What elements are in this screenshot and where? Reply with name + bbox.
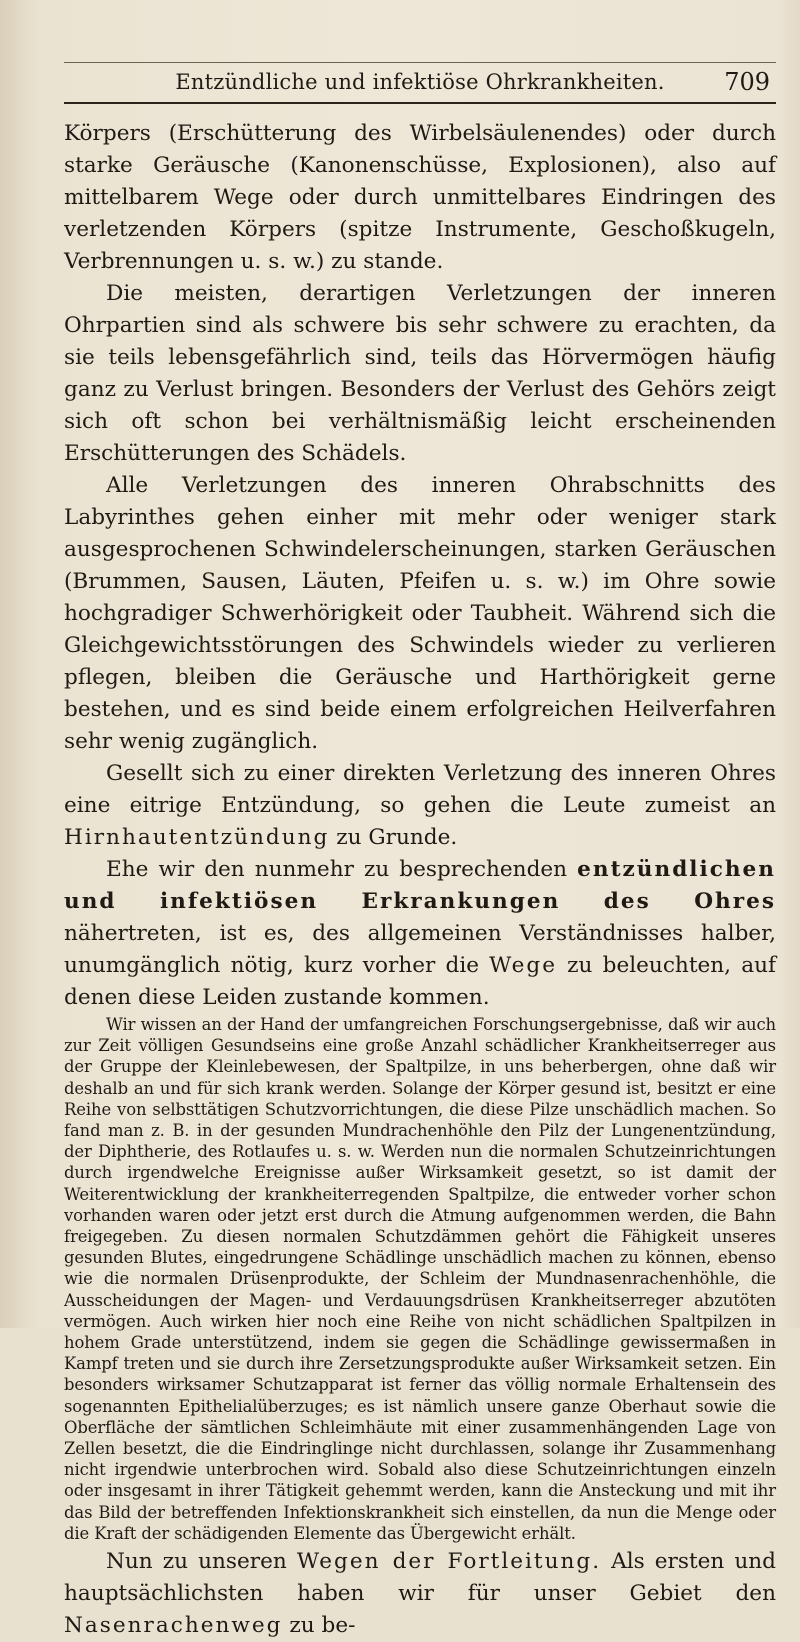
paragraph-5-text-a: Ehe wir den nunmehr zu besprechenden [106, 857, 568, 882]
paragraph-4 [64, 758, 776, 854]
paragraph-7-text-c: zu be- [289, 1613, 356, 1639]
page-header [64, 62, 776, 104]
paragraph-7-text-b: Als ersten und hauptsächlichsten haben wir für unser Gebiet den [64, 1549, 776, 1607]
page-number: 709 [724, 68, 770, 96]
paragraph-7-text-a: Nun zu unseren [106, 1549, 287, 1575]
running-head: Entzündliche und infektiöse Ohrkrankheiten. [175, 70, 665, 94]
paragraph-5-emphasis-wege: Wege [489, 953, 557, 978]
paragraph-5-heading-emphasis: entzündlichen und infektiösen Erkrankungen des Ohres [64, 857, 776, 914]
paragraph-7-emphasis-nasenrachenweg: Nasenrachenweg [64, 1613, 283, 1639]
paragraph-7 [64, 1546, 776, 1642]
paragraph-6-small-print: Wir wissen an der Hand der umfangreichen Forschungsergebnisse, daß wir auch zur Zeit völligen Gesundseins eine große Anzahl schädlicher Krankheitserreger aus der Gruppe der Kleinlebewesen, der Spaltpilze, in uns beherbergen, ohne daß wir deshalb an und für sich krank werden. Solange der Körper gesund ist, besitzt er eine Reihe von selbsttätigen Schutzvorrichtungen, die diese Pilze unschädlich machen. So fand man z. B. in der gesunden Mundrachenhöhle den Pilz der Lungenentzündung, der Diphtherie, des Rotlaufes u. s. w. Werden nun die normalen Schutzeinrichtungen durch irgendwelche Ereignisse außer Wirksamkeit gesetzt, so ist damit der Weiterentwicklung der krankheiterregenden Spaltpilze, die entweder vorher schon vorhanden waren oder jetzt erst durch die Atmung aufgenommen werden, die Bahn freigegeben. Zu diesen normalen Schutzdämmen gehört die Fähigkeit unseres gesunden Blutes, eingedrungene Schädlinge unschädlich machen zu können, ebenso wie die normalen Drüsenprodukte, der Schleim der Mundnasenrachenhöhle, die Ausscheidungen der Magen- und Verdauungsdrüsen Krankheitserreger abzutöten vermögen. Auch wirken hier noch eine Reihe von nicht schädlichen Spaltpilzen in hohem Grade unterstützend, indem sie gegen die Schädlinge gewissermaßen in Kampf treten und sie durch ihre Zersetzungsprodukte außer Wirksamkeit setzen. Ein besonders wirksamer Schutzapparat ist ferner das völlig normale Erhaltensein des sogenannten Epithelialüberzuges; es ist nämlich unsere ganze Oberhaut sowie die Oberfläche der sämtlichen Schleimhäute mit einer zusammenhängenden Lage von Zellen besetzt, die die Eindringlinge nicht durchlassen, solange ihr Zusammenhang nicht irgendwie unterbrochen wird. Sobald also diese Schutzeinrichtungen einzeln oder insgesamt in ihrer Tätigkeit gehemmt werden, kann die Ansteckung und mit ihr das Bild der betreffenden Infektionskrankheit sich einstellen, da nun die Menge oder die Kraft der schädigenden Elemente das Übergewicht erhält. [64, 1015, 776, 1543]
paragraph-2: Die meisten, derartigen Verletzungen der inneren Ohrpartien sind als schwere bis sehr schwere zu erachten, da sie teils lebensgefährlich sind, teils das Hörvermögen häufig ganz zu Verlust bringen. Besonders der Verlust des Gehörs zeigt sich oft schon bei verhältnismäßig leicht erscheinenden Erschütterungen des Schädels. [64, 281, 776, 466]
paragraph-5-text-b: nähertreten, ist es, des allgemeinen Verständnisses halber, unumgänglich nötig, kurz vorher die [64, 921, 776, 978]
paragraph-7-emphasis: Wegen der Fortleitung. [296, 1549, 602, 1575]
paragraph-1: Körpers (Erschütterung des Wirbelsäulenendes) oder durch starke Geräusche (Kanonenschüsse, Explosionen), also auf mittelbarem Wege oder durch unmittelbares Eindringen des verletzenden Körpers (spitze Instrumente, Geschoßkugeln, Verbrennungen u. s. w.) zu stande. [64, 121, 776, 274]
paragraph-5-text-c: zu beleuchten, auf denen diese Leiden zustande kommen. [64, 953, 776, 1010]
paragraph-3: Alle Verletzungen des inneren Ohrabschnitts des Labyrinthes gehen einher mit mehr oder weniger stark ausgesprochenen Schwindelerscheinungen, starken Geräuschen (Brummen, Sausen, Läuten, Pfeifen u. s. w.) im Ohre sowie hochgradiger Schwerhörigkeit oder Taubheit. Während sich die Gleichgewichtsstörungen des Schwindels wieder zu verlieren pflegen, bleiben die Geräusche und Harthörigkeit gerne bestehen, und es sind beide einem erfolgreichen Heilverfahren sehr wenig zugänglich. [64, 473, 776, 754]
paragraph-5 [64, 854, 776, 1014]
paragraph-4-text-b: zu Grunde. [336, 825, 458, 850]
body-text [64, 118, 776, 1642]
paragraph-4-text-a: Gesellt sich zu einer direkten Verletzung des inneren Ohres eine eitrige Entzündung, so gehen die Leute zumeist an [64, 761, 776, 818]
paragraph-4-emphasis: Hirnhautentzündung [64, 825, 330, 850]
